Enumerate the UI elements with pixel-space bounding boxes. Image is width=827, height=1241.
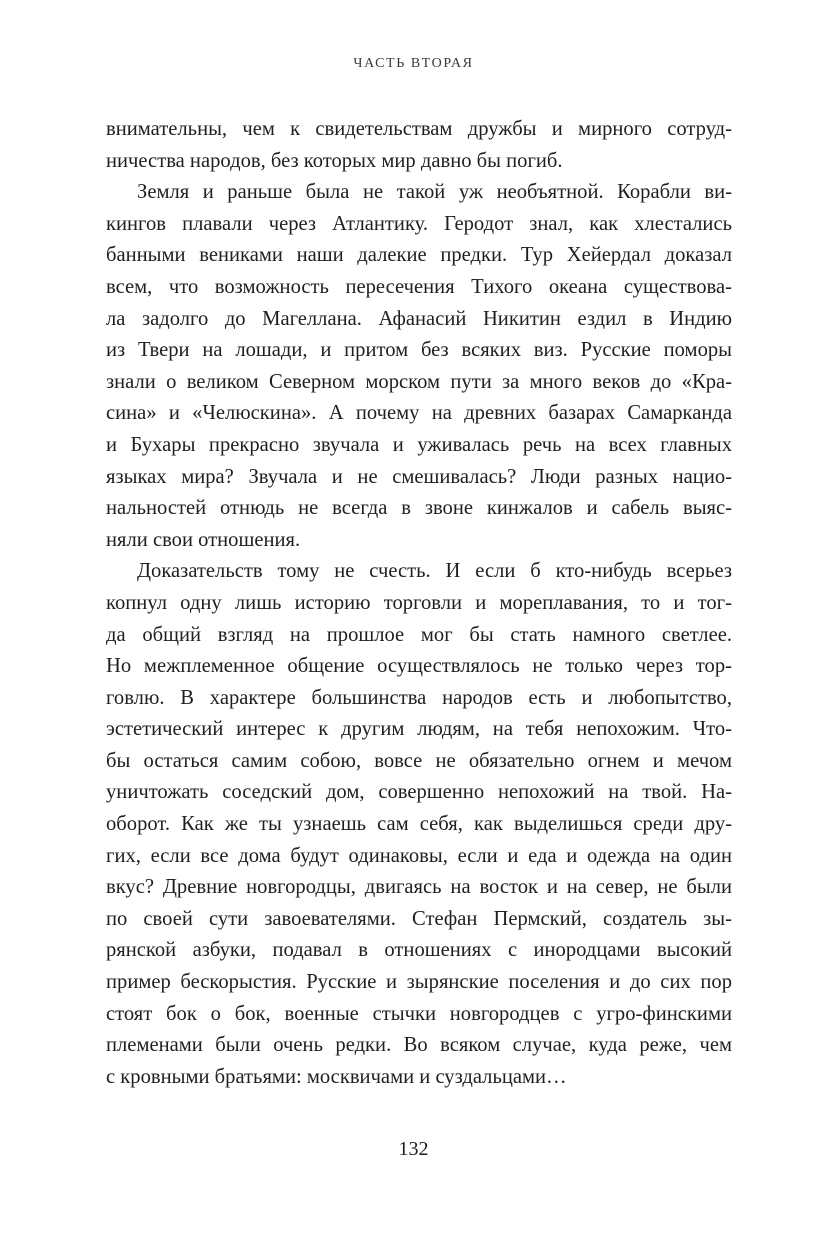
paragraph-first-line: Земля и раньше была не такой уж необъятной. Корабли ви- [137,181,732,204]
text-line: уничтожать соседский дом, совершенно непохожий на твой. На- [106,781,732,804]
text-line: гих, если все дома будут одинаковы, если и еда и одежда на один [106,844,732,867]
text-line: эстетический интерес к другим людям, на тебя непохожим. Что- [106,718,732,741]
text-line: рянской азбуки, подавал в отношениях с инородцами высокий [106,939,732,962]
text-line: с кровными братьями: москвичами и суздальцами… [106,1065,567,1088]
text-line: сина» и «Челюскина». А почему на древних базарах Самарканда [106,402,732,425]
text-line: по своей сути завоевателями. Стефан Пермский, создатель зы- [106,907,732,930]
text-line: стоят бок о бок, военные стычки новгородцев с угро-финскими [106,1002,732,1025]
page-number: 132 [398,1138,429,1160]
text-line: кингов плавали через Атлантику. Геродот знал, как хлестались [106,212,732,235]
text-line: племенами были очень редки. Во всяком случае, куда реже, чем [106,1034,732,1057]
text-line: банными вениками наши далекие предки. Тур Хейердал доказал [106,244,732,267]
text-line: знали о великом Северном морском пути за много веков до «Кра- [106,370,732,393]
text-line: вкус? Древние новгородцы, двигаясь на восток и на север, не были [106,876,732,899]
text-line: пример бескорыстия. Русские и зырянские поселения и до сих пор [106,971,732,994]
text-line: ничества народов, без которых мир давно бы погиб. [106,149,563,172]
text-line: няли свои отношения. [106,528,301,551]
text-line: и Бухары прекрасно звучала и уживалась речь на всех главных [106,433,732,456]
text-line: копнул одну лишь историю торговли и мореплавания, то и тог- [106,591,732,614]
text-line: всем, что возможность пересечения Тихого океана существова- [106,275,732,298]
body-text [106,114,732,1093]
text-line: из Твери на лошади, и притом без всяких виз. Русские поморы [106,339,732,362]
text-line: бы остаться самим собою, вовсе не обязательно огнем и мечом [106,749,732,772]
text-line: да общий взгляд на прошлое мог бы стать намного светлее. [106,623,732,646]
running-head: ЧАСТЬ ВТОРАЯ [353,56,474,71]
text-line: внимательны, чем к свидетельствам дружбы и мирного сотруд- [106,118,732,140]
text-line: говлю. В характере большинства народов есть и любопытство, [106,686,732,709]
text-line: нальностей отнюдь не всегда в звоне кинжалов и сабель выяс- [106,497,732,520]
paragraph-first-line: Доказательств тому не счесть. И если б кто-нибудь всерьез [137,560,732,583]
text-line: Но межплеменное общение осуществлялось не только через тор- [106,655,732,678]
text-line: оборот. Как же ты узнаешь сам себя, как выделишься среди дру- [106,813,732,836]
text-line: ла задолго до Магеллана. Афанасий Никитин ездил в Индию [106,307,732,330]
text-line: языках мира? Звучала и не смешивалась? Люди разных нацио- [106,465,732,488]
